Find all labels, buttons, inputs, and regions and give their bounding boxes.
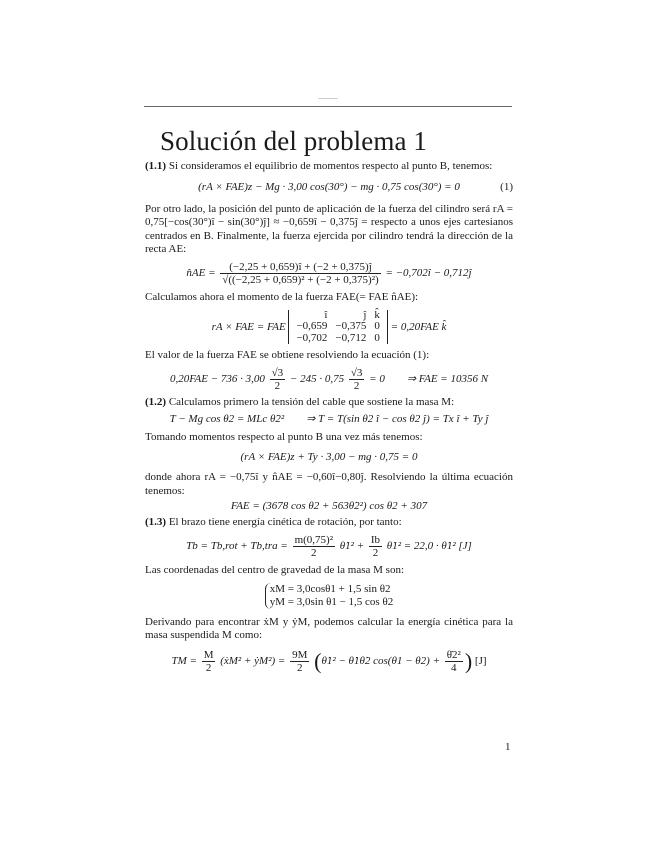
equation-number: (1) — [500, 181, 513, 194]
equation-1 — [145, 181, 513, 194]
equation-part: T − Mg cos θ2 = MLc θ̇2² — [169, 413, 285, 426]
numerator: M — [203, 648, 214, 661]
document-body — [145, 160, 513, 680]
equation-part: (ẋM² + ẏM²) = — [220, 654, 286, 667]
paragraph: Por otro lado, la posición del punto de aplicación de la fuerza del cilindro será rA = 0,75[−cos(30°)î − sin(30°)ĵ] ≈ −0,659î − 0,375ĵ = respecto a unos ejes cartesianos centrados en B. Finalmente, la fuerza ejercida por cilindro tendrá la dirección de la recta AE: — [145, 202, 513, 256]
header-rule — [144, 106, 512, 107]
fraction — [220, 261, 380, 286]
section-label: (1.2) — [145, 395, 167, 408]
equation-tension — [145, 413, 513, 426]
equation-part: 0,20FAE − 736 · 3,00 — [169, 372, 265, 385]
section-1-2-intro — [145, 396, 513, 409]
denominator: 2 — [205, 661, 212, 674]
det-cell: −0,712 — [335, 331, 367, 344]
fraction — [202, 649, 216, 674]
fraction — [293, 534, 335, 559]
equation-arm-energy — [145, 534, 513, 559]
section-label: (1.1) — [145, 160, 167, 172]
det-cell: −0,375 — [335, 320, 367, 333]
equation-force-solve — [145, 367, 513, 392]
fraction — [349, 367, 365, 392]
equation-rhs: = 0,20FAE k̂ — [390, 320, 447, 333]
fraction — [445, 649, 463, 674]
section-1-3-intro — [145, 516, 513, 529]
equation-part: θ̇1² + — [339, 540, 365, 553]
equation-text: FAE = (3678 cos θ2 + 563θ̇2²) cos θ2 + 307 — [230, 500, 428, 513]
numerator: √3 — [350, 366, 363, 379]
equation-lhs: rA × FAE = FAE — [211, 320, 286, 333]
equation-determinant — [145, 310, 513, 345]
det-cell: k̂ — [374, 308, 380, 321]
equation-moments — [145, 451, 513, 464]
header-mark — [318, 98, 338, 99]
det-cell: −0,659 — [296, 320, 328, 333]
paragraph: El valor de la fuerza FAE se obtiene resolviendo la ecuación (1): — [145, 349, 430, 362]
equation-result: ⇒ T = T(sin θ2 î − cos θ2 ĵ) = Tx î + Ty ĵ — [306, 413, 489, 426]
det-cell: 0 — [374, 331, 380, 344]
equation-system — [145, 583, 513, 609]
section-label: (1.3) — [145, 515, 167, 528]
equation-lhs: n̂AE = — [186, 267, 216, 280]
denominator: 2 — [353, 379, 360, 392]
denominator: √((−2,25 + 0,659)² + (−2 + 0,375)²) — [222, 274, 379, 287]
left-paren: ( — [314, 648, 322, 674]
numerator: √3 — [271, 366, 284, 379]
paragraph: Derivando para encontrar ẋM y ẏM, podemos calcular la energía cinética para la masa suspendida M como: — [145, 615, 513, 642]
det-cell: ĵ — [363, 308, 367, 321]
paragraph: Tomando momentos respecto al punto B una vez más tenemos: — [145, 430, 423, 443]
fraction — [369, 534, 382, 559]
equation-mass-energy — [145, 649, 513, 674]
determinant — [288, 310, 387, 345]
fraction — [290, 649, 309, 674]
equation-part: = 0 — [369, 372, 385, 385]
system-line: yM = 3,0sin θ1 − 1,5 cos θ2 — [269, 596, 394, 609]
denominator: 4 — [451, 661, 457, 674]
det-cell: −0,702 — [296, 331, 328, 344]
equation-text: (rA × FAE)z + Ty · 3,00 − mg · 0,75 = 0 — [240, 450, 418, 463]
equation-brace — [265, 583, 393, 609]
numerator: (−2,25 + 0,659)î + (−2 + 0,375)ĵ — [220, 261, 380, 274]
unit: [J] — [474, 654, 487, 667]
numerator: Ib — [370, 534, 381, 546]
equation-part: θ̇1² − θ̇1θ̇2 cos(θ1 − θ2) + — [321, 654, 441, 667]
denominator: 2 — [296, 661, 303, 674]
equation-rhs: θ̇1² = 22,0 · θ̇1² [J] — [386, 540, 472, 553]
page-number: 1 — [505, 741, 511, 753]
numerator: 9M — [292, 648, 308, 661]
right-paren: ) — [464, 648, 473, 674]
equation-result: ⇒ FAE = 10356 N — [406, 372, 489, 385]
det-cell: î — [324, 308, 328, 321]
system-line: xM = 3,0cosθ1 + 1,5 sin θ2 — [269, 583, 391, 596]
equation-unit-vector — [145, 261, 513, 286]
equation-lhs: TM = — [171, 654, 197, 667]
fraction — [270, 367, 286, 392]
numerator: θ̇2² — [446, 648, 461, 661]
page-title: Solución del problema 1 — [160, 126, 427, 156]
paragraph-text: Calculamos primero la tensión del cable que sostiene la masa M: — [166, 395, 455, 408]
denominator: 2 — [372, 547, 379, 559]
paragraph: Las coordenadas del centro de gravedad de la masa M son: — [145, 564, 405, 576]
equation-part: − 245 · 0,75 — [289, 372, 345, 385]
numerator: m(0,75)² — [294, 534, 333, 546]
denominator: 2 — [274, 379, 281, 392]
paragraph-text: Si consideramos el equilibrio de momentos respecto al punto B, tenemos: — [166, 160, 493, 172]
denominator: 2 — [311, 547, 317, 559]
equation-rhs: = −0,702î − 0,712ĵ — [385, 267, 472, 280]
equation-text: (rA × FAE)z − Mg · 3,00 cos(30°) − mg · 0,75 cos(30°) = 0 — [198, 181, 460, 194]
paragraph-text: El brazo tiene energía cinética de rotación, por tanto: — [166, 515, 402, 528]
paragraph: donde ahora rA = −0,75î y n̂AE = −0,60î−0,80ĵ. Resolviendo la última ecuación tenemos: — [145, 471, 513, 497]
det-cell: 0 — [374, 320, 380, 333]
equation-lhs: Tb = Tb,rot + Tb,tra = — [186, 540, 288, 553]
paragraph: Calculamos ahora el momento de la fuerza FAE(= FAE n̂AE): — [145, 291, 419, 304]
equation-fae — [145, 500, 513, 513]
section-1-1-intro — [145, 160, 513, 173]
